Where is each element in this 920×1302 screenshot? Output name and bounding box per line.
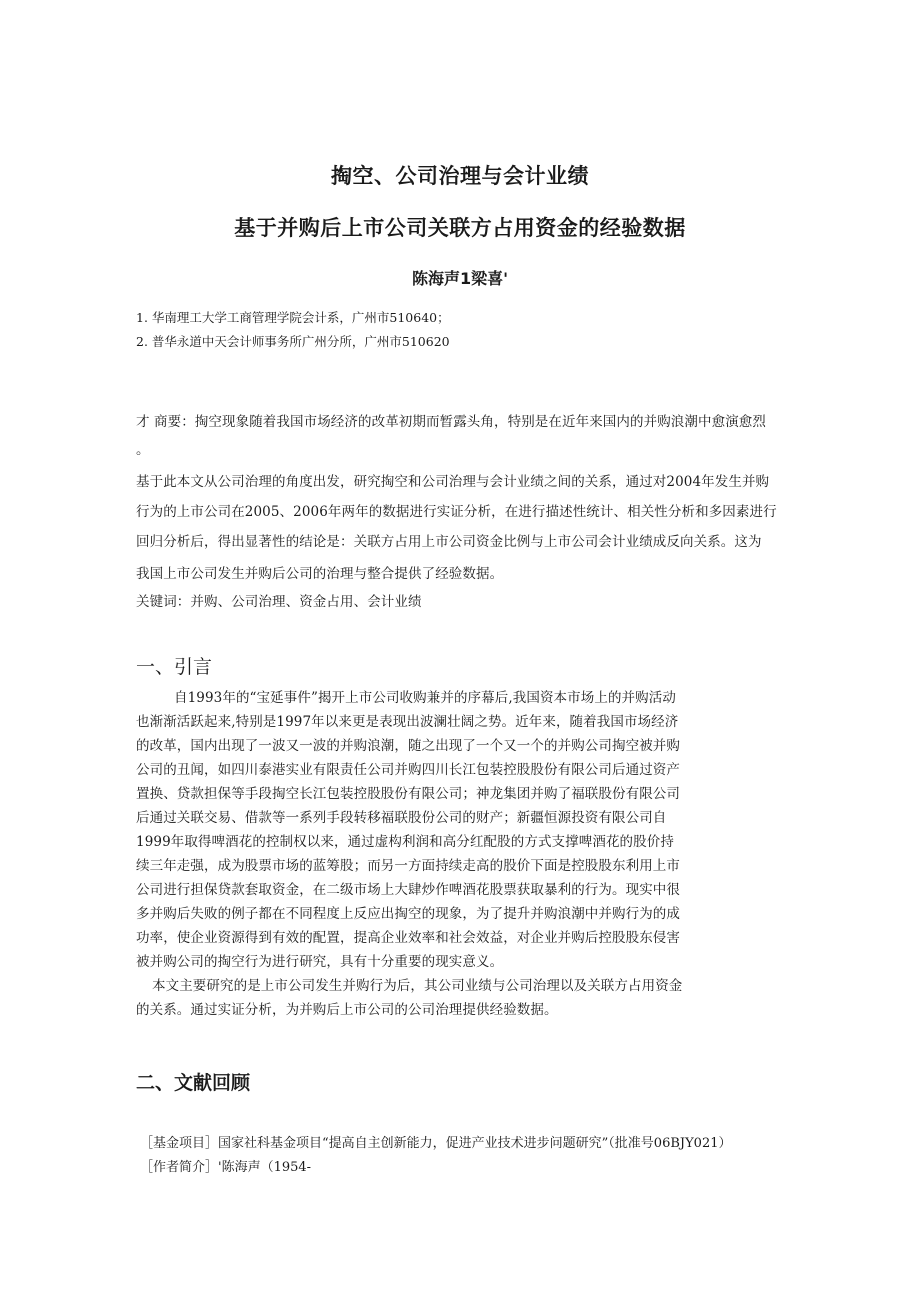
paragraph-line: 也渐渐活跃起来,特别是1997年以来更是表现出波澜壮阔之势。近年来，随着我国市场经济 [136, 714, 679, 730]
paragraph-line: 公司进行担保贷款套取资金，在二级市场上大肆炒作啤酒花股票获取暴利的行为。现实中很 [136, 882, 680, 898]
abstract-line: 行为的上市公司在2005、2006年两年的数据进行实证分析，在进行描述性统计、相关性分析和多因素进行 [136, 504, 777, 520]
paragraph-line: 多并购后失败的例子都在不同程度上反应出掏空的现象，为了提升并购浪潮中并购行为的成 [136, 906, 680, 922]
abstract-line: 才 商要：掏空现象随着我国市场经济的改革初期而暂露头角，特别是在近年来国内的并购浪潮中愈演愈烈 [136, 414, 766, 430]
paragraph-line: 公司的丑闻，如四川泰港实业有限责任公司并购四川长江包装控股股份有限公司后通过资产 [136, 762, 680, 778]
paragraph-line: 本文主要研究的是上市公司发生并购行为后，其公司业绩与公司治理以及关联方占用资金 [152, 978, 683, 994]
paragraph-line: 置换、贷款担保等手段掏空长江包装控股股份有限公司；神龙集团并购了福联股份有限公司 [136, 786, 680, 802]
keywords: 关键词：并购、公司治理、资金占用、会计业绩 [136, 594, 422, 610]
abstract-line: 我国上市公司发生并购后公司的治理与整合提供了经验数据。 [136, 566, 504, 582]
section-heading-literature-review: 二、文献回顾 [136, 1072, 251, 1094]
paragraph-line: 的关系。通过实证分析，为并购后上市公司的公司治理提供经验数据。 [136, 1002, 558, 1018]
paragraph-line: 功率，使企业资源得到有效的配置，提高企业效率和社会效益，对企业并购后控股股东侵害 [136, 930, 680, 946]
author-line: 陈海声1梁喜' [411, 269, 509, 288]
paragraph-line: 续三年走强，成为股票市场的蓝筹股；而另一方面持续走高的股价下面是控股股东利用上市 [136, 858, 680, 874]
paragraph-line: 自1993年的“宝延事件”揭开上市公司收购兼并的序幕后,我国资本市场上的并购活动 [174, 690, 676, 706]
paper-subtitle: 基于并购后上市公司关联方占用资金的经验数据 [234, 216, 686, 240]
footnote-funding: ［基金项目］国家社科基金项目“提高自主创新能力，促进产业技术进步问题研究”（批准号06BJY021） [140, 1136, 732, 1151]
paragraph-line: 后通过关联交易、借款等一系列手段转移福联股份公司的财产；新疆恒源投资有限公司自 [136, 810, 667, 826]
affiliation-2: 2. 普华永道中天会计师事务所广州分所，广州市510620 [136, 334, 450, 349]
section-heading-introduction: 一、引言 [136, 656, 213, 678]
paragraph-line: 的改革，国内出现了一波又一波的并购浪潮，随之出现了一个又一个的并购公司掏空被并购 [136, 738, 680, 754]
abstract-line: 回归分析后，得出显著性的结论是：关联方占用上市公司资金比例与上市公司会计业绩成反向关系。这为 [136, 534, 762, 550]
paper-title: 掏空、公司治理与会计业绩 [331, 164, 589, 188]
abstract-line: 基于此本文从公司治理的角度出发，研究掏空和公司治理与会计业绩之间的关系，通过对2004年发生并购 [136, 474, 770, 490]
affiliation-1: 1. 华南理工大学工商管理学院会计系，广州市510640； [136, 310, 450, 325]
paragraph-line: 1999年取得啤酒花的控制权以来，通过虚构利润和高分红配股的方式支撑啤酒花的股价持 [136, 834, 674, 850]
paragraph-line: 被并购公司的掏空行为进行研究，具有十分重要的现实意义。 [136, 954, 504, 970]
footnote-author-bio: ［作者简介］'陈海声（1954- [140, 1160, 312, 1175]
abstract-line: 。 [136, 442, 150, 458]
